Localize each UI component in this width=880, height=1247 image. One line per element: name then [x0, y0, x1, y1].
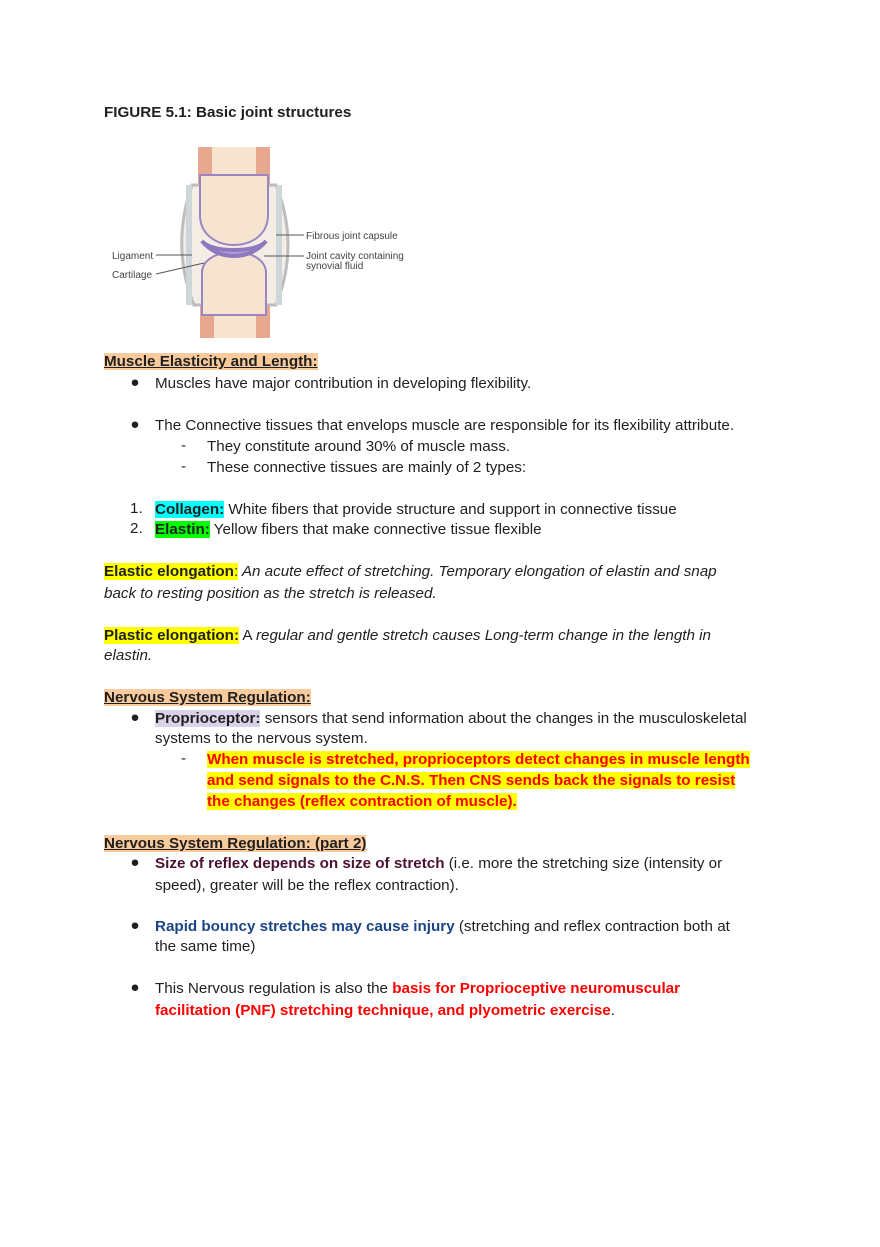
plastic-elongation-line1 — [104, 626, 711, 646]
plastic-a: A — [239, 627, 256, 644]
bullet-symbol: ● — [130, 416, 140, 433]
bullet-symbol: ● — [130, 854, 140, 871]
lower-condyle — [202, 252, 266, 315]
pnf-line1 — [155, 979, 680, 999]
pnf-red2: facilitation (PNF) stretching technique, and plyometric exercise — [155, 1002, 611, 1019]
red-highlight-line1 — [207, 750, 750, 770]
elastic-elongation-line1 — [104, 562, 717, 582]
label-ligament: Ligament — [112, 251, 154, 262]
bouncy-rest: (stretching and reflex contraction both at — [454, 918, 730, 935]
list-number: 1. — [130, 500, 143, 517]
section-heading-nervous-system — [104, 688, 311, 708]
pnf-red1: basis for Proprioceptive neuromuscular — [392, 980, 681, 997]
proprioceptor-term: Proprioceptor: — [155, 710, 261, 727]
pnf-end: . — [610, 1002, 615, 1019]
section-heading-nervous-system-part2 — [104, 834, 366, 854]
pnf-pre: This Nervous regulation is also the — [155, 980, 393, 997]
figure-title: FIGURE 5.1: Basic joint structures — [104, 104, 352, 121]
bouncy-stretch-line2: the same time) — [155, 938, 256, 955]
dash-symbol: - — [181, 458, 187, 475]
reflex-size-line2: speed), greater will be the reflex contraction). — [155, 877, 459, 894]
numbered-item-elastin — [155, 520, 542, 540]
bullet-symbol: ● — [130, 374, 140, 391]
reflex-size-line1 — [155, 854, 722, 874]
reflex-size-bold: Size of reflex depends on size of stretch — [155, 855, 445, 872]
plastic-text: regular and gentle stretch causes Long-term change in the length in — [255, 627, 712, 644]
red-text: and send signals to the C.N.S. Then CNS sends back the signals to resist — [207, 772, 736, 789]
list-number: 2. — [130, 520, 143, 537]
proprioceptor-line2: systems to the nervous system. — [155, 730, 368, 747]
heading-text: Nervous System Regulation: — [104, 689, 311, 706]
heading-text: Nervous System Regulation: (part 2) — [104, 835, 367, 852]
elastic-text: An acute effect of stretching. Temporary elongation of elastin and snap — [238, 563, 717, 580]
elastic-term: Elastic elongation — [104, 563, 234, 580]
elastic-colon: : — [233, 563, 239, 580]
collagen-term: Collagen: — [155, 501, 225, 518]
upper-condyle — [200, 175, 268, 245]
elastin-term: Elastin: — [155, 521, 210, 538]
dash-symbol: - — [181, 750, 187, 767]
plastic-term: Plastic elongation: — [104, 627, 240, 644]
label-cartilage: Cartilage — [112, 270, 153, 281]
label-cavity-2: synovial fluid — [306, 261, 364, 272]
bouncy-stretch-line1 — [155, 917, 730, 937]
elastin-text: Yellow fibers that make connective tissue flexible — [209, 521, 542, 538]
bullet-symbol: ● — [130, 979, 140, 996]
right-ligament — [276, 185, 282, 305]
numbered-item-collagen — [155, 500, 677, 520]
label-cavity-1: Joint cavity containing — [306, 251, 404, 262]
proprioceptor-text: sensors that send information about the changes in the musculoskeletal — [260, 710, 747, 727]
red-highlight-line2 — [207, 771, 735, 791]
pnf-line2 — [155, 1001, 615, 1021]
plastic-elongation-line2: elastin. — [104, 647, 153, 664]
dash-symbol: - — [181, 437, 187, 454]
joint-diagram — [108, 145, 408, 340]
bouncy-bold: Rapid bouncy stretches may cause injury — [155, 918, 455, 935]
label-capsule: Fibrous joint capsule — [306, 231, 398, 242]
bullet-text: The Connective tissues that envelops muscle are responsible for its flexibility attribute. — [155, 417, 735, 434]
heading-text: Muscle Elasticity and Length: — [104, 353, 318, 370]
red-text: When muscle is stretched, proprioceptors detect changes in muscle length — [207, 751, 750, 768]
red-text: the changes (reflex contraction of muscle). — [207, 793, 517, 810]
proprioceptor-line1 — [155, 709, 747, 729]
bullet-symbol: ● — [130, 709, 140, 726]
dash-text: They constitute around 30% of muscle mass. — [207, 438, 511, 455]
dash-text: These connective tissues are mainly of 2 types: — [207, 459, 527, 476]
red-highlight-line3 — [207, 792, 517, 812]
reflex-size-rest: (i.e. more the stretching size (intensity or — [444, 855, 723, 872]
bullet-symbol: ● — [130, 917, 140, 934]
bullet-text: Muscles have major contribution in developing flexibility. — [155, 375, 532, 392]
elastic-elongation-line2: back to resting position as the stretch is released. — [104, 585, 437, 602]
collagen-text: White fibers that provide structure and support in connective tissue — [224, 501, 677, 518]
section-heading-muscle-elasticity — [104, 352, 318, 372]
left-ligament — [186, 185, 192, 305]
